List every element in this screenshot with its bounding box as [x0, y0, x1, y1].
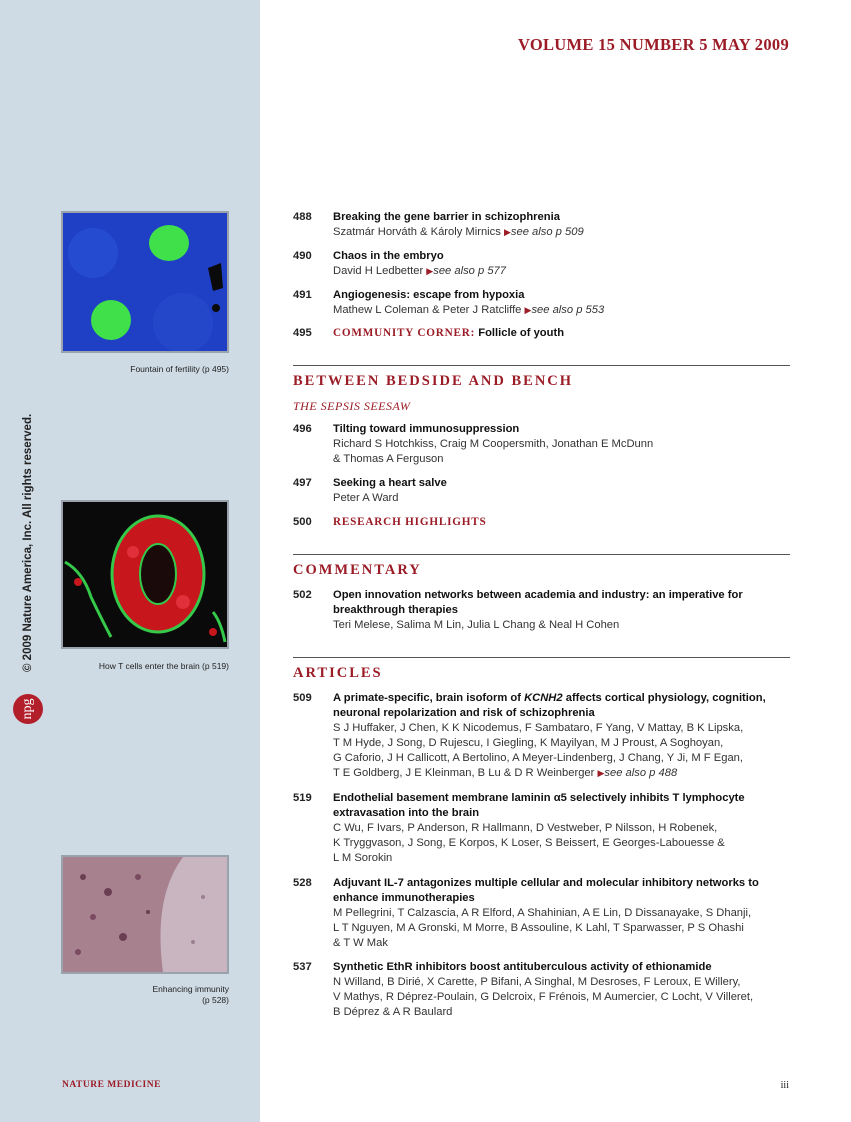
gene-name: KCNH2	[524, 692, 563, 704]
entry-title[interactable]: Angiogenesis: escape from hypoxia	[333, 289, 525, 301]
page-number: 537	[293, 961, 312, 973]
arrow-right-icon: ▶	[524, 305, 532, 315]
entry-title[interactable]: Tilting toward immunosuppression	[333, 423, 520, 435]
arrow-right-icon: ▶	[426, 266, 434, 276]
entry-authors: Teri Melese, Salima M Lin, Julia L Chang & Neal H Cohen	[333, 619, 620, 631]
entry-authors-line: G Caforio, J H Callicott, A Bertolino, A Meyer-Lindenberg, J Chang, Y Ji, M F Egan,	[333, 752, 743, 764]
page-number: 500	[293, 516, 312, 528]
toc-entry[interactable]	[293, 422, 790, 467]
entry-authors-line: M Pellegrini, T Calzascia, A R Elford, A Shahinian, A E Lin, D Dissanayake, S Dhanji,	[333, 907, 752, 919]
entry-authors-line: S J Huffaker, J Chen, K K Nicodemus, F Sambataro, F Yang, V Mattay, B K Lipska,	[333, 722, 744, 734]
entry-authors: Szatmár Horváth & Károly Mirnics	[333, 226, 501, 238]
entry-authors: David H Ledbetter	[333, 265, 424, 277]
arrow-right-icon: ▶	[503, 227, 511, 237]
entry-title[interactable]: Follicle of youth	[478, 327, 565, 339]
see-also-link[interactable]: see also p 488	[604, 767, 678, 779]
entry-title[interactable]: Synthetic EthR inhibitors boost antituberculous activity of ethionamide	[333, 961, 712, 973]
see-also-link[interactable]: see also p 509	[510, 226, 584, 238]
page-number: 497	[293, 477, 312, 489]
entry-authors-line: & Thomas A Ferguson	[333, 453, 444, 465]
toc-entry[interactable]	[293, 515, 790, 530]
title-part: A primate-specific, brain isoform of	[333, 692, 525, 704]
entry-title-cont[interactable]: enhance immunotherapies	[333, 892, 475, 904]
see-also-link[interactable]: see also p 553	[531, 304, 605, 316]
entry-authors-line: K Tryggvason, J Song, E Korpos, K Loser, S Beissert, E Georges-Labouesse &	[333, 837, 725, 849]
toc-entry[interactable]	[293, 691, 790, 781]
tcell-caption: How T cells enter the brain (p 519)	[98, 661, 229, 671]
caption-line-1: Enhancing immunity	[152, 984, 229, 994]
section-title-commentary: COMMENTARY	[293, 562, 422, 578]
page-number: 509	[293, 692, 312, 704]
section-title-bedside: BETWEEN BEDSIDE AND BENCH	[293, 373, 574, 389]
entry-authors-line: T M Hyde, J Song, D Rujescu, I Giegling, K Mayilyan, M J Proust, A Soghoyan,	[333, 737, 724, 749]
title-part: affects cortical physiology, cognition,	[562, 692, 766, 704]
entry-authors-line: L M Sorokin	[333, 852, 393, 864]
entry-authors-line: V Mathys, R Déprez-Poulain, G Delcroix, F Frénois, M Aumercier, C Locht, V Villeret,	[333, 991, 754, 1003]
fountain-of-fertility-image[interactable]	[61, 211, 229, 353]
page-number: 519	[293, 792, 312, 804]
npg-logo-text: npg	[20, 698, 35, 720]
entry-authors-line: N Willand, B Dirié, X Carette, P Bifani, A Singhal, M Desroses, F Leroux, E Willery,	[333, 976, 741, 988]
entry-title[interactable]: Endothelial basement membrane laminin α5 selectively inhibits T lymphocyte	[333, 792, 745, 804]
community-corner-heading: COMMUNITY CORNER:	[333, 327, 476, 339]
page-folio: iii	[780, 1080, 789, 1091]
volume-line: VOLUME 15 NUMBER 5 MAY 2009	[517, 35, 789, 54]
page-number: 491	[293, 289, 312, 301]
fountain-caption: Fountain of fertility (p 495)	[130, 364, 229, 374]
toc-entry[interactable]	[293, 288, 790, 318]
section-divider	[293, 657, 790, 658]
research-highlights-heading[interactable]: RESEARCH HIGHLIGHTS	[333, 516, 487, 528]
entry-title-cont[interactable]: extravasation into the brain	[333, 807, 480, 819]
entry-title-cont[interactable]: breakthrough therapies	[333, 604, 458, 616]
section-divider	[293, 554, 790, 555]
section-title-articles: ARTICLES	[293, 665, 383, 681]
entry-authors-line: C Wu, F Ivars, P Anderson, R Hallmann, D Vestweber, P Nilsson, H Robenek,	[333, 822, 718, 834]
toc-entry[interactable]	[293, 588, 790, 633]
entry-authors-line: T E Goldberg, J E Kleinman, B Lu & D R Weinberger	[333, 767, 595, 779]
page-number: 495	[293, 327, 312, 339]
entry-authors-line: & T W Mak	[333, 937, 388, 949]
toc-entry[interactable]	[293, 876, 790, 951]
subsection-sepsis: THE SEPSIS SEESAW	[293, 399, 411, 413]
entry-title[interactable]: Breaking the gene barrier in schizophrenia	[333, 211, 560, 223]
page-number: 496	[293, 423, 312, 435]
toc-entry[interactable]	[293, 210, 790, 240]
entry-title[interactable]: Seeking a heart salve	[333, 477, 447, 489]
toc-entry[interactable]	[293, 326, 790, 341]
section-divider	[293, 365, 790, 366]
entry-title[interactable]	[333, 691, 790, 706]
page-number: 502	[293, 589, 312, 601]
see-also-link[interactable]: see also p 577	[433, 265, 506, 277]
copyright-notice: © 2009 Nature America, Inc. All rights reserved.	[22, 413, 34, 672]
entry-title[interactable]: Adjuvant IL-7 antagonizes multiple cellular and molecular inhibitory networks to	[333, 877, 759, 889]
toc-entry[interactable]	[293, 476, 790, 506]
enhancing-immunity-image[interactable]	[61, 855, 229, 974]
toc-entry[interactable]	[293, 249, 790, 279]
arrow-right-icon: ▶	[597, 768, 605, 778]
page-number: 488	[293, 211, 312, 223]
entry-authors: Peter A Ward	[333, 492, 399, 504]
tcell-brain-image[interactable]	[61, 500, 229, 649]
entry-authors: Mathew L Coleman & Peter J Ratcliffe	[333, 304, 522, 316]
entry-title[interactable]: Open innovation networks between academia and industry: an imperative for	[333, 589, 743, 601]
entry-authors-line: L T Nguyen, M A Gronski, M Morre, B Assouline, K Lahl, T Sparwasser, P S Ohashi	[333, 922, 744, 934]
page-number: 528	[293, 877, 312, 889]
toc-entry[interactable]	[293, 791, 790, 866]
caption-line-2: (p 528)	[202, 995, 229, 1005]
entry-title[interactable]: Chaos in the embryo	[333, 250, 444, 262]
page-number: 490	[293, 250, 312, 262]
entry-title-cont[interactable]: neuronal repolarization and risk of schizophrenia	[333, 707, 595, 719]
npg-logo-icon	[13, 694, 43, 724]
entry-authors-line: B Déprez & A R Baulard	[333, 1006, 453, 1018]
enhancing-immunity-caption	[152, 984, 229, 1006]
journal-name: NATURE MEDICINE	[62, 1080, 161, 1090]
toc-entry[interactable]	[293, 960, 790, 1020]
entry-authors-line: Richard S Hotchkiss, Craig M Coopersmith, Jonathan E McDunn	[333, 438, 654, 450]
